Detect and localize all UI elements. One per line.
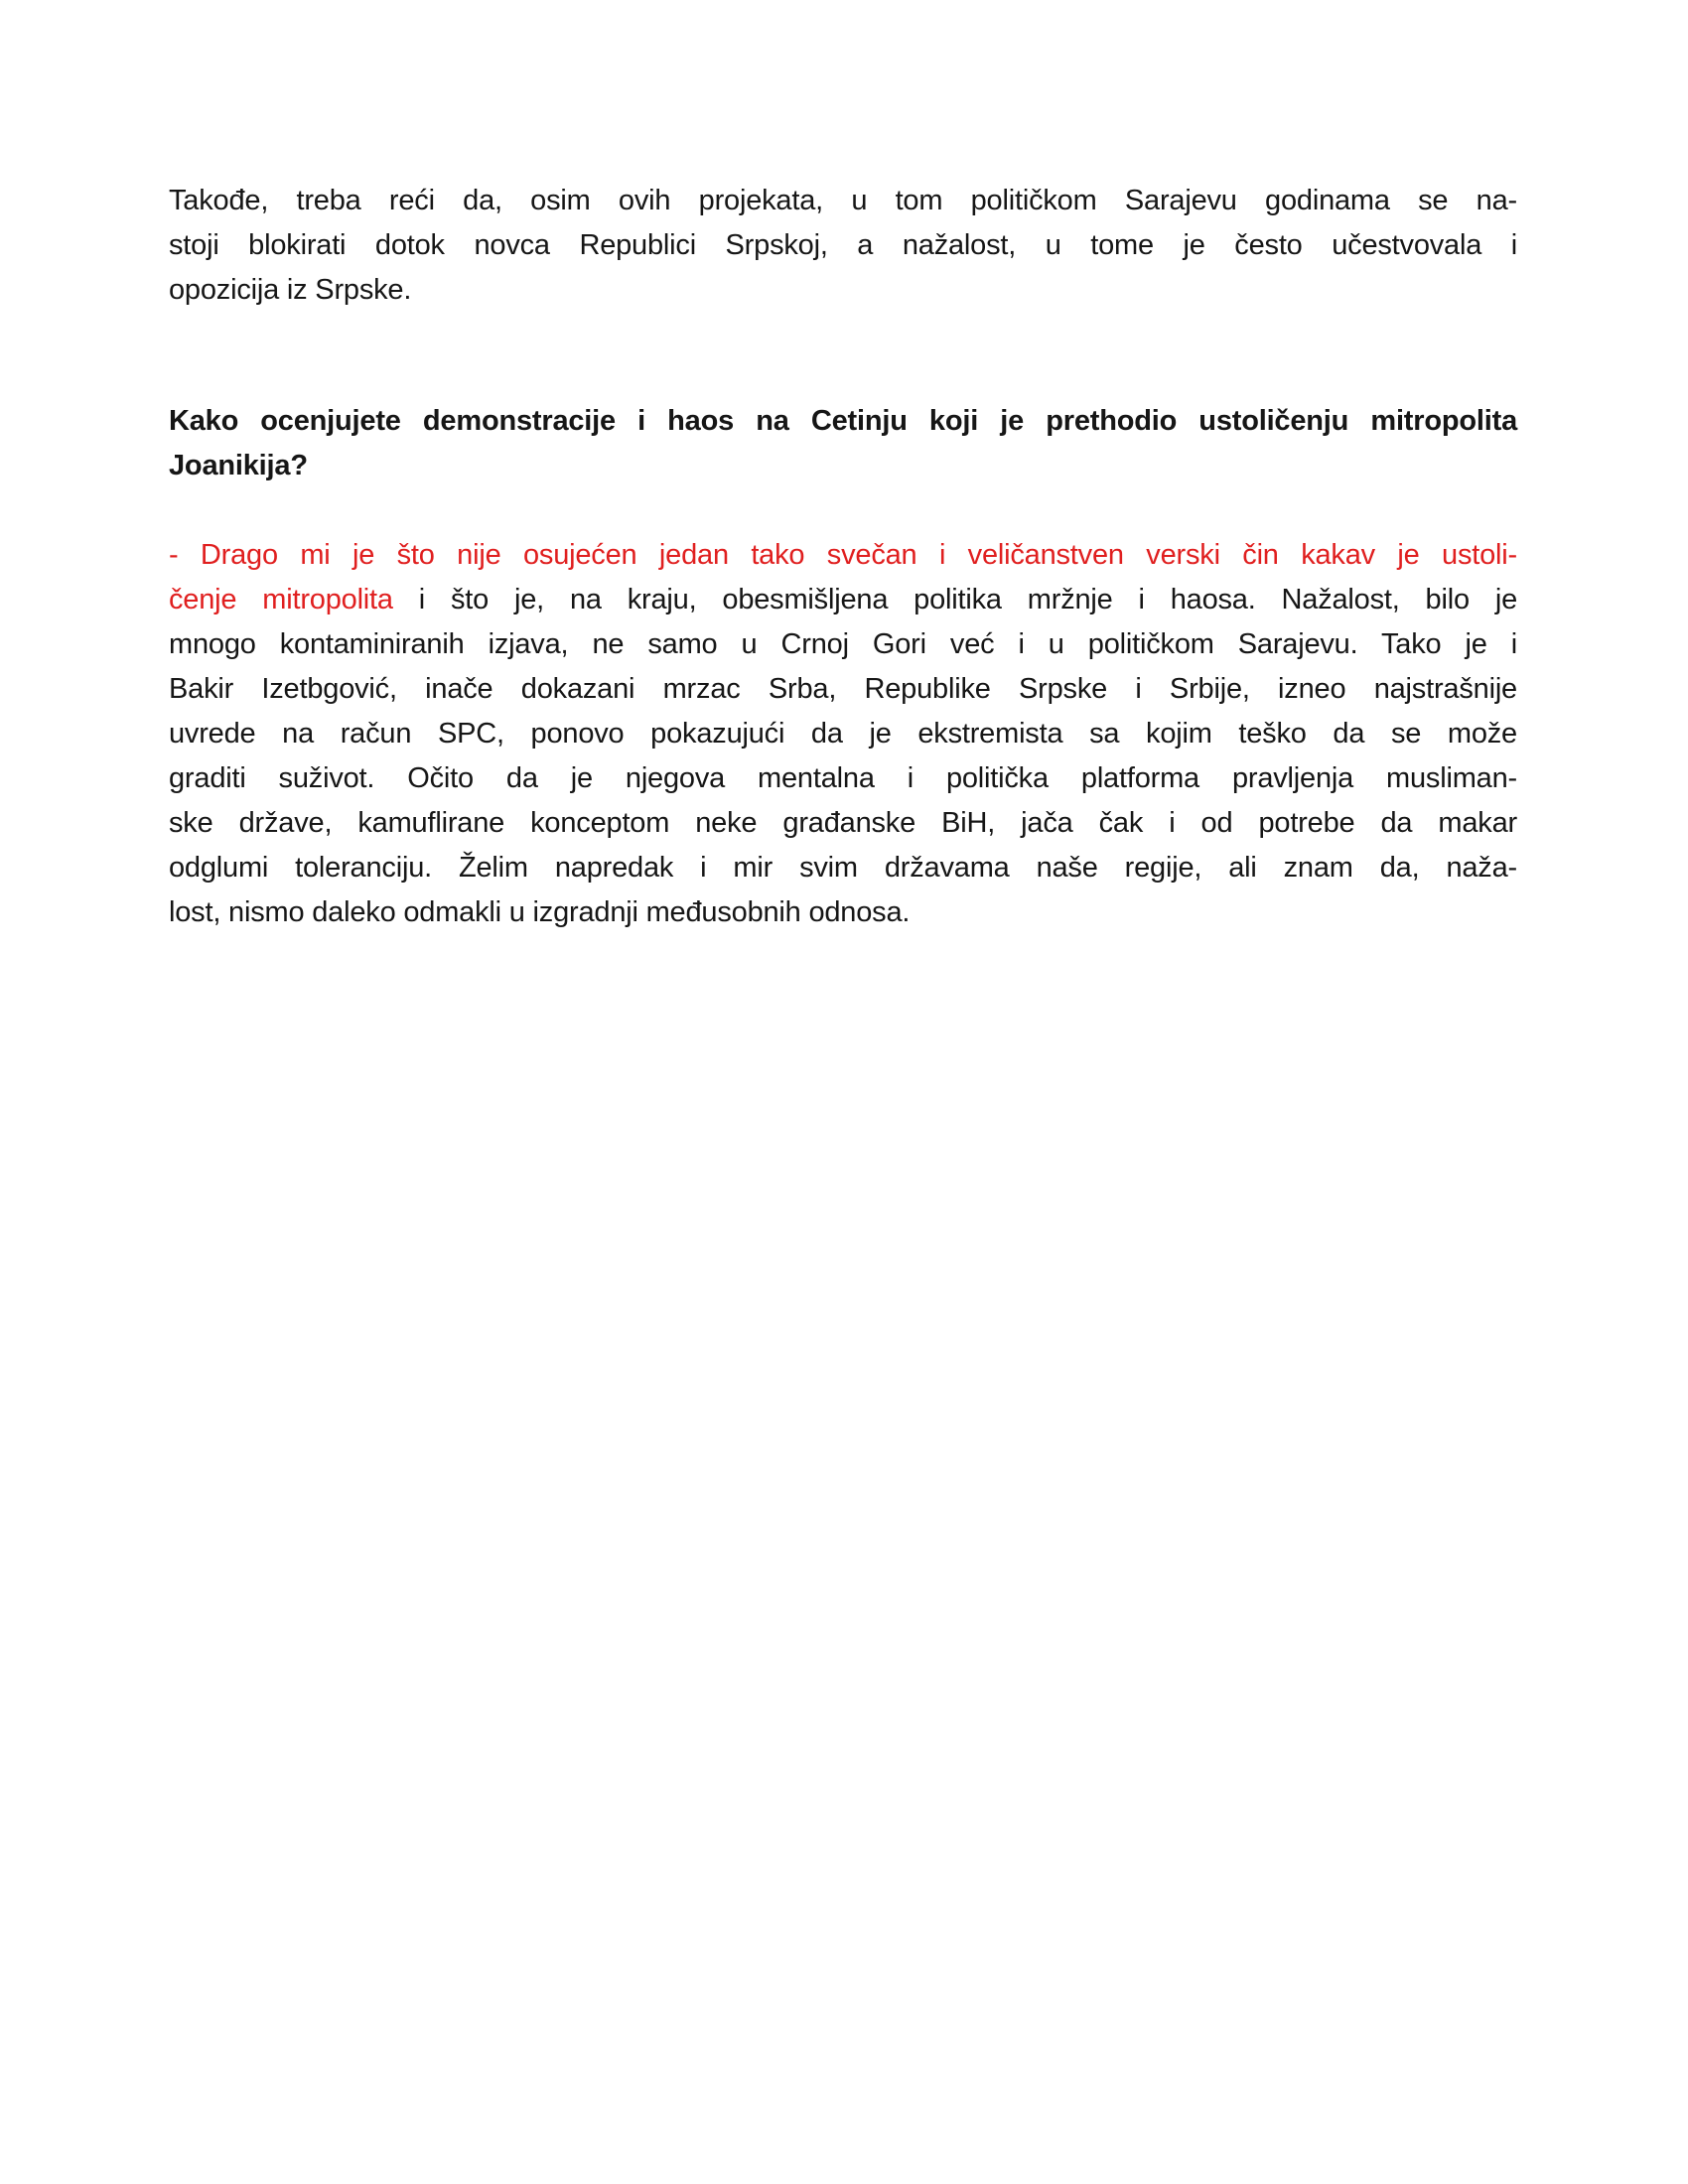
text-line [169, 179, 1517, 223]
text-segment: uvrede na račun SPC, ponovo pokazujući da je ekstremista sa kojim teško da se može [169, 718, 1517, 750]
text-line [169, 533, 1517, 578]
text-segment: odglumi toleranciju. Želim napredak i mir svim državama naše regije, ali znam da, naža- [169, 852, 1517, 884]
text-segment: Takođe, treba reći da, osim ovih projekata, u tom političkom Sarajevu godinama se na- [169, 185, 1517, 216]
red-text-segment: čenje mitropolita [169, 584, 393, 615]
text-line [169, 399, 1517, 444]
text-line [169, 444, 1517, 488]
interview-question [169, 399, 1517, 488]
text-line [169, 667, 1517, 712]
text-segment: ske države, kamuflirane konceptom neke građanske BiH, jača čak i od potrebe da makar [169, 807, 1517, 839]
text-segment: stoji blokirati dotok novca Republici Srpskoj, a nažalost, u tome je često učestvovala i [169, 229, 1517, 261]
text-line [169, 578, 1517, 622]
text-segment: Joanikija? [169, 450, 308, 481]
interview-answer [169, 533, 1517, 935]
text-line [169, 801, 1517, 846]
text-segment: graditi suživot. Očito da je njegova mentalna i politička platforma pravljenja musliman- [169, 762, 1517, 794]
text-segment: Bakir Izetbgović, inače dokazani mrzac Srba, Republike Srpske i Srbije, izneo najstrašnije [169, 673, 1517, 705]
text-line [169, 756, 1517, 801]
text-segment: mnogo kontaminiranih izjava, ne samo u Crnoj Gori već i u političkom Sarajevu. Tako je i [169, 628, 1517, 660]
text-line [169, 268, 1517, 313]
text-line [169, 223, 1517, 268]
text-line [169, 890, 1517, 935]
text-segment: i što je, na kraju, obesmišljena politika mržnje i haosa. Nažalost, bilo je [392, 584, 1517, 615]
text-segment: Kako ocenjujete demonstracije i haos na Cetinju koji je prethodio ustoličenju mitropolita [169, 405, 1517, 437]
text-line [169, 622, 1517, 667]
text-line [169, 712, 1517, 756]
text-segment: opozicija iz Srpske. [169, 274, 412, 306]
text-segment: lost, nismo daleko odmakli u izgradnji međusobnih odnosa. [169, 896, 911, 928]
text-line [169, 846, 1517, 890]
red-text-segment: - Drago mi je što nije osujećen jedan tako svečan i veličanstven verski čin kakav je ustoli- [169, 539, 1517, 571]
intro-paragraph [169, 179, 1517, 313]
